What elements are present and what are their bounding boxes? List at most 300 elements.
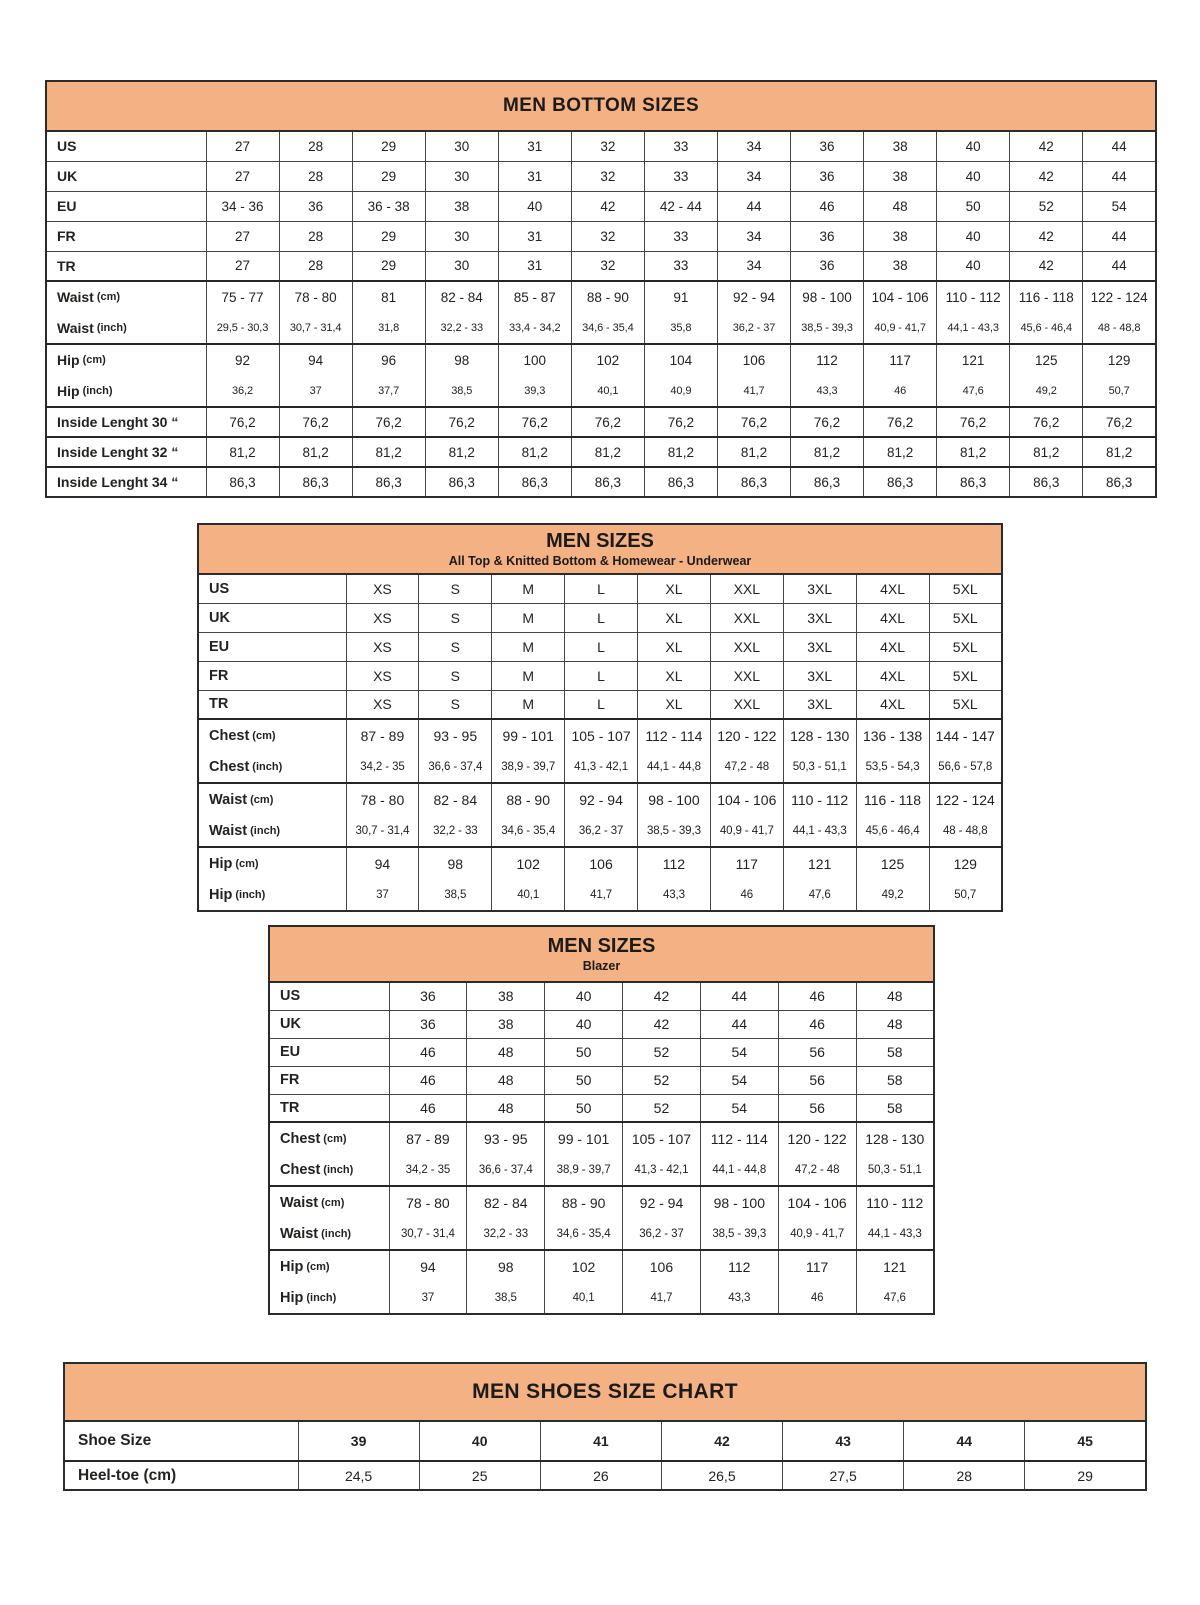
size-cell: M: [492, 574, 565, 603]
size-cell: 42: [623, 1010, 701, 1038]
size-cell: 30: [425, 221, 498, 251]
table-title: MEN BOTTOM SIZES: [502, 94, 700, 116]
size-cell: 52: [1010, 191, 1083, 221]
size-cell: 56: [778, 1066, 856, 1094]
row-label-unit: (inch): [306, 1291, 337, 1304]
table-header: [268, 925, 935, 981]
size-cell: 98 - 100 38,5 - 39,3: [791, 281, 864, 344]
size-cell: 36: [389, 982, 467, 1010]
table-row: [269, 1250, 934, 1314]
row-label-text: Inside Lenght 32 “: [57, 444, 179, 460]
size-cell: 5XL: [929, 603, 1002, 632]
size-cell: 29: [1025, 1461, 1146, 1490]
size-cell: 91 35,8: [644, 281, 717, 344]
row-label-unit: (cm): [96, 291, 121, 304]
size-cell: 48: [856, 1010, 934, 1038]
table-row: [269, 1066, 934, 1094]
size-cell: 129 50,7: [929, 847, 1002, 911]
size-cell: 86,3: [571, 467, 644, 497]
row-label-waist: [46, 281, 206, 344]
size-cell: 117 46: [864, 344, 937, 407]
table-row: [269, 1038, 934, 1066]
size-cell: 44: [1083, 251, 1156, 281]
row-label-text: Waist: [57, 319, 94, 336]
row-label-text: US: [57, 138, 77, 155]
size-cell: 46: [389, 1038, 467, 1066]
size-cell: 40: [937, 161, 1010, 191]
size-cell: 86,3: [1010, 467, 1083, 497]
size-cell: 76,2: [1010, 407, 1083, 437]
row-label-uk: [46, 161, 206, 191]
row-label-text: Chest: [280, 1161, 321, 1178]
size-cell: XS: [346, 632, 419, 661]
size-cell: 44: [1083, 221, 1156, 251]
size-cell: 44: [700, 1010, 778, 1038]
size-cell: XL: [638, 574, 711, 603]
row-label-text: Chest: [280, 1130, 321, 1147]
size-cell: 86,3: [791, 467, 864, 497]
size-cell: 33: [644, 161, 717, 191]
size-cell: 44: [904, 1421, 1025, 1461]
size-cell: 56: [778, 1038, 856, 1066]
size-cell: 98 38,5: [425, 344, 498, 407]
size-cell: 106 41,7: [565, 847, 638, 911]
row-label-eu: [198, 632, 346, 661]
size-cell: 76,2: [1083, 407, 1156, 437]
size-cell: 27: [206, 221, 279, 251]
size-cell: XXL: [710, 603, 783, 632]
table-row: [64, 1461, 1146, 1490]
row-label-text: Heel-toe (cm): [78, 1466, 177, 1484]
row-label-text: Waist: [280, 1225, 319, 1242]
row-label-text: TR: [209, 696, 229, 713]
size-cell: 98 38,5: [467, 1250, 545, 1314]
table-row: [198, 690, 1002, 719]
size-cell: 4XL: [856, 603, 929, 632]
size-cell: 88 - 90 34,6 - 35,4: [545, 1186, 623, 1250]
table-row: [64, 1421, 1146, 1461]
size-cell: 81,2: [571, 437, 644, 467]
row-label-text: UK: [280, 1016, 301, 1032]
size-cell: 40: [498, 191, 571, 221]
table-subtitle: All Top & Knitted Bottom & Homewear - Underwear: [448, 554, 752, 568]
row-label-text: Waist: [57, 289, 94, 306]
size-cell: XXL: [710, 661, 783, 690]
size-cell: 5XL: [929, 574, 1002, 603]
size-cell: 26: [540, 1461, 661, 1490]
table-row: [46, 281, 1156, 344]
size-cell: 48: [467, 1066, 545, 1094]
table-row: [198, 632, 1002, 661]
row-label-us: [269, 982, 389, 1010]
size-cell: 81,2: [1083, 437, 1156, 467]
size-cell: 42: [1010, 161, 1083, 191]
size-cell: 27: [206, 251, 279, 281]
size-cell: 76,2: [571, 407, 644, 437]
size-cell: 38: [467, 982, 545, 1010]
size-cell: 34: [717, 131, 790, 161]
size-cell: 48: [856, 982, 934, 1010]
size-cell: 116 - 118 45,6 - 46,4: [1010, 281, 1083, 344]
size-cell: 78 - 80 30,7 - 31,4: [389, 1186, 467, 1250]
row-label-inside-lenght-34: [46, 467, 206, 497]
size-cell: 82 - 84 32,2 - 33: [425, 281, 498, 344]
size-cell: 125 49,2: [856, 847, 929, 911]
size-cell: 40: [545, 1010, 623, 1038]
row-label-unit: (cm): [321, 1196, 345, 1209]
size-cell: 3XL: [783, 574, 856, 603]
row-label-tr: [269, 1094, 389, 1122]
size-cell: XXL: [710, 632, 783, 661]
row-label-text: Hip: [57, 382, 80, 399]
size-cell: 86,3: [937, 467, 1010, 497]
table-row: [269, 1186, 934, 1250]
row-label-text: Shoe Size: [78, 1432, 152, 1449]
size-cell: 52: [623, 1066, 701, 1094]
size-cell: L: [565, 574, 638, 603]
size-cell: 39: [298, 1421, 419, 1461]
size-cell: 34: [717, 161, 790, 191]
row-label-text: Waist: [280, 1194, 319, 1211]
size-cell: 4XL: [856, 690, 929, 719]
size-cell: 76,2: [717, 407, 790, 437]
row-label-eu: [46, 191, 206, 221]
size-cell: 116 - 118 45,6 - 46,4: [856, 783, 929, 847]
size-cell: 3XL: [783, 632, 856, 661]
size-cell: 87 - 89 34,2 - 35: [346, 719, 419, 783]
size-cell: 43: [783, 1421, 904, 1461]
size-cell: 29: [352, 161, 425, 191]
size-cell: 128 - 130 50,3 - 51,1: [856, 1122, 934, 1186]
size-cell: 86,3: [1083, 467, 1156, 497]
size-cell: 81,2: [498, 437, 571, 467]
size-cell: 28: [279, 251, 352, 281]
size-cell: XS: [346, 603, 419, 632]
size-cell: 32: [571, 251, 644, 281]
row-label-waist: [269, 1186, 389, 1250]
size-cell: 28: [279, 131, 352, 161]
size-grid: [268, 981, 935, 1315]
row-label-waist: [198, 783, 346, 847]
size-cell: 56: [778, 1094, 856, 1122]
size-cell: 92 36,2: [206, 344, 279, 407]
size-cell: 58: [856, 1066, 934, 1094]
size-cell: 88 - 90 34,6 - 35,4: [492, 783, 565, 847]
row-label-unit: (inch): [321, 1227, 352, 1240]
men-sizes-top-table: [197, 523, 1003, 912]
size-cell: 92 - 94 36,2 - 37: [717, 281, 790, 344]
size-cell: 5XL: [929, 690, 1002, 719]
size-grid: [45, 130, 1157, 498]
size-cell: 81,2: [425, 437, 498, 467]
size-cell: 105 - 107 41,3 - 42,1: [565, 719, 638, 783]
table-title: MEN SIZES: [547, 935, 656, 957]
table-row: [46, 191, 1156, 221]
size-cell: 76,2: [279, 407, 352, 437]
size-cell: 50: [545, 1066, 623, 1094]
size-cell: XS: [346, 690, 419, 719]
table-row: [46, 161, 1156, 191]
size-cell: 112 43,3: [791, 344, 864, 407]
size-cell: 46: [389, 1066, 467, 1094]
row-label-text: Inside Lenght 34 “: [57, 474, 179, 490]
table-title: MEN SIZES: [546, 530, 654, 552]
size-cell: 38: [864, 161, 937, 191]
size-cell: S: [419, 690, 492, 719]
row-label-text: FR: [280, 1072, 300, 1088]
size-cell: XL: [638, 632, 711, 661]
size-cell: 75 - 77 29,5 - 30,3: [206, 281, 279, 344]
size-cell: 42: [1010, 131, 1083, 161]
row-label-unit: (cm): [252, 729, 276, 742]
row-label-tr: [46, 251, 206, 281]
size-cell: 81,2: [717, 437, 790, 467]
size-cell: 86,3: [864, 467, 937, 497]
table-row: [198, 574, 1002, 603]
row-label-uk: [269, 1010, 389, 1038]
row-label-text: TR: [280, 1099, 300, 1116]
size-cell: 112 43,3: [638, 847, 711, 911]
size-cell: 105 - 107 41,3 - 42,1: [623, 1122, 701, 1186]
size-cell: 76,2: [352, 407, 425, 437]
size-cell: 50: [545, 1094, 623, 1122]
size-cell: 44: [1083, 131, 1156, 161]
size-cell: 38: [864, 251, 937, 281]
size-cell: 44: [700, 982, 778, 1010]
size-grid: [197, 573, 1003, 912]
table-row: [198, 847, 1002, 911]
size-cell: 46: [778, 982, 856, 1010]
row-label-eu: [269, 1038, 389, 1066]
size-cell: 128 - 130 50,3 - 51,1: [783, 719, 856, 783]
size-cell: 81,2: [279, 437, 352, 467]
table-header: [197, 523, 1003, 573]
size-cell: 48: [467, 1038, 545, 1066]
table-row: [269, 982, 934, 1010]
size-cell: 78 - 80 30,7 - 31,4: [279, 281, 352, 344]
size-cell: 96 37,7: [352, 344, 425, 407]
size-cell: 26,5: [661, 1461, 782, 1490]
size-cell: 81,2: [791, 437, 864, 467]
row-label-unit: (cm): [306, 1260, 330, 1273]
size-cell: S: [419, 661, 492, 690]
row-label-text: UK: [209, 609, 230, 626]
size-cell: 120 - 122 47,2 - 48: [778, 1122, 856, 1186]
size-cell: 52: [623, 1094, 701, 1122]
table-row: [198, 661, 1002, 690]
size-cell: 42: [1010, 221, 1083, 251]
size-cell: 81,2: [206, 437, 279, 467]
size-cell: 46: [778, 1010, 856, 1038]
size-cell: 136 - 138 53,5 - 54,3: [856, 719, 929, 783]
size-cell: 27,5: [783, 1461, 904, 1490]
size-cell: 102 40,1: [545, 1250, 623, 1314]
row-label-unit: (cm): [250, 793, 274, 806]
size-cell: 76,2: [206, 407, 279, 437]
size-cell: 112 - 114 44,1 - 44,8: [700, 1122, 778, 1186]
size-cell: 40: [937, 221, 1010, 251]
size-cell: 106 41,7: [623, 1250, 701, 1314]
size-cell: 50: [545, 1038, 623, 1066]
row-label-text: Chest: [209, 758, 250, 775]
size-cell: 86,3: [717, 467, 790, 497]
size-cell: 98 - 100 38,5 - 39,3: [700, 1186, 778, 1250]
row-label-text: EU: [280, 1044, 301, 1060]
table-row: [46, 344, 1156, 407]
size-cell: 81,2: [1010, 437, 1083, 467]
row-label-text: EU: [57, 198, 77, 214]
size-cell: 120 - 122 47,2 - 48: [710, 719, 783, 783]
size-cell: 104 - 106 40,9 - 41,7: [710, 783, 783, 847]
size-cell: 81,2: [644, 437, 717, 467]
size-cell: M: [492, 632, 565, 661]
row-label-fr: [269, 1066, 389, 1094]
size-cell: 5XL: [929, 661, 1002, 690]
size-cell: 94 37: [389, 1250, 467, 1314]
size-cell: M: [492, 690, 565, 719]
row-label-unit: (inch): [235, 888, 266, 901]
size-cell: 24,5: [298, 1461, 419, 1490]
row-label-text: Hip: [280, 1258, 304, 1275]
row-label-text: UK: [57, 168, 78, 184]
size-cell: 82 - 84 32,2 - 33: [467, 1186, 545, 1250]
size-cell: L: [565, 603, 638, 632]
size-cell: 121 47,6: [937, 344, 1010, 407]
size-cell: 99 - 101 38,9 - 39,7: [545, 1122, 623, 1186]
table-header: [63, 1362, 1147, 1420]
size-cell: 38: [864, 131, 937, 161]
size-cell: 42: [571, 191, 644, 221]
size-cell: 92 - 94 36,2 - 37: [623, 1186, 701, 1250]
size-cell: 36 - 38: [352, 191, 425, 221]
row-label-hip: [46, 344, 206, 407]
table-row: [269, 1094, 934, 1122]
size-cell: S: [419, 632, 492, 661]
row-label-chest: [269, 1122, 389, 1186]
size-cell: 76,2: [644, 407, 717, 437]
size-cell: XS: [346, 574, 419, 603]
size-cell: 27: [206, 161, 279, 191]
row-label-text: Waist: [209, 791, 248, 808]
size-cell: 110 - 112 44,1 - 43,3: [937, 281, 1010, 344]
table-row: [46, 467, 1156, 497]
table-row: [269, 1122, 934, 1186]
size-cell: 32: [571, 161, 644, 191]
row-label-text: Hip: [280, 1289, 304, 1306]
row-label-fr: [198, 661, 346, 690]
size-cell: 31: [498, 161, 571, 191]
size-cell: 5XL: [929, 632, 1002, 661]
size-cell: 40: [419, 1421, 540, 1461]
size-cell: 86,3: [352, 467, 425, 497]
size-cell: M: [492, 603, 565, 632]
table-row: [46, 221, 1156, 251]
table-row: [269, 1010, 934, 1038]
size-cell: 34: [717, 251, 790, 281]
table-header: [45, 80, 1157, 130]
size-cell: 76,2: [425, 407, 498, 437]
size-cell: 33: [644, 221, 717, 251]
size-cell: 4XL: [856, 632, 929, 661]
size-cell: 46: [791, 191, 864, 221]
size-cell: 3XL: [783, 661, 856, 690]
size-cell: 33: [644, 251, 717, 281]
size-cell: 104 - 106 40,9 - 41,7: [864, 281, 937, 344]
size-cell: 3XL: [783, 603, 856, 632]
size-cell: 93 - 95 36,6 - 37,4: [467, 1122, 545, 1186]
size-cell: 36: [791, 251, 864, 281]
row-label-unit: (cm): [235, 857, 259, 870]
size-cell: 112 - 114 44,1 - 44,8: [638, 719, 711, 783]
row-label-text: Hip: [209, 855, 233, 872]
size-cell: 121 47,6: [856, 1250, 934, 1314]
size-cell: 27: [206, 131, 279, 161]
size-cell: 29: [352, 251, 425, 281]
size-cell: 98 38,5: [419, 847, 492, 911]
size-cell: 81,2: [937, 437, 1010, 467]
size-cell: XS: [346, 661, 419, 690]
size-cell: 54: [1083, 191, 1156, 221]
size-cell: 54: [700, 1094, 778, 1122]
size-cell: 38: [425, 191, 498, 221]
size-cell: 42: [1010, 251, 1083, 281]
size-cell: 31: [498, 251, 571, 281]
size-cell: XXL: [710, 690, 783, 719]
row-label-unit: (inch): [96, 321, 127, 334]
row-label-inside-lenght-30: [46, 407, 206, 437]
men-bottom-sizes-table: [45, 80, 1157, 498]
table-row: [46, 251, 1156, 281]
size-cell: 88 - 90 34,6 - 35,4: [571, 281, 644, 344]
size-cell: S: [419, 574, 492, 603]
size-cell: 30: [425, 251, 498, 281]
table-row: [198, 603, 1002, 632]
row-label-text: EU: [209, 638, 230, 655]
size-cell: 122 - 124 48 - 48,8: [929, 783, 1002, 847]
size-cell: 102 40,1: [492, 847, 565, 911]
size-cell: XL: [638, 661, 711, 690]
size-cell: 117 46: [710, 847, 783, 911]
size-cell: 31: [498, 221, 571, 251]
size-cell: 86,3: [206, 467, 279, 497]
size-cell: 86,3: [498, 467, 571, 497]
row-label-uk: [198, 603, 346, 632]
size-cell: 92 - 94 36,2 - 37: [565, 783, 638, 847]
size-cell: 41: [540, 1421, 661, 1461]
size-cell: 30: [425, 131, 498, 161]
size-cell: 48: [864, 191, 937, 221]
row-label-unit: (inch): [250, 824, 281, 837]
size-cell: 110 - 112 44,1 - 43,3: [856, 1186, 934, 1250]
size-cell: 42: [661, 1421, 782, 1461]
size-cell: 82 - 84 32,2 - 33: [419, 783, 492, 847]
size-cell: 32: [571, 221, 644, 251]
row-label-inside-lenght-32: [46, 437, 206, 467]
size-cell: 28: [904, 1461, 1025, 1490]
size-cell: 81 31,8: [352, 281, 425, 344]
row-label-fr: [46, 221, 206, 251]
row-label-shoe-size: [64, 1421, 298, 1461]
size-cell: 3XL: [783, 690, 856, 719]
size-cell: 99 - 101 38,9 - 39,7: [492, 719, 565, 783]
row-label-tr: [198, 690, 346, 719]
size-cell: 76,2: [791, 407, 864, 437]
size-cell: 94 37: [279, 344, 352, 407]
size-cell: 34 - 36: [206, 191, 279, 221]
size-cell: 36: [279, 191, 352, 221]
row-label-text: Waist: [209, 822, 248, 839]
size-cell: 112 43,3: [700, 1250, 778, 1314]
